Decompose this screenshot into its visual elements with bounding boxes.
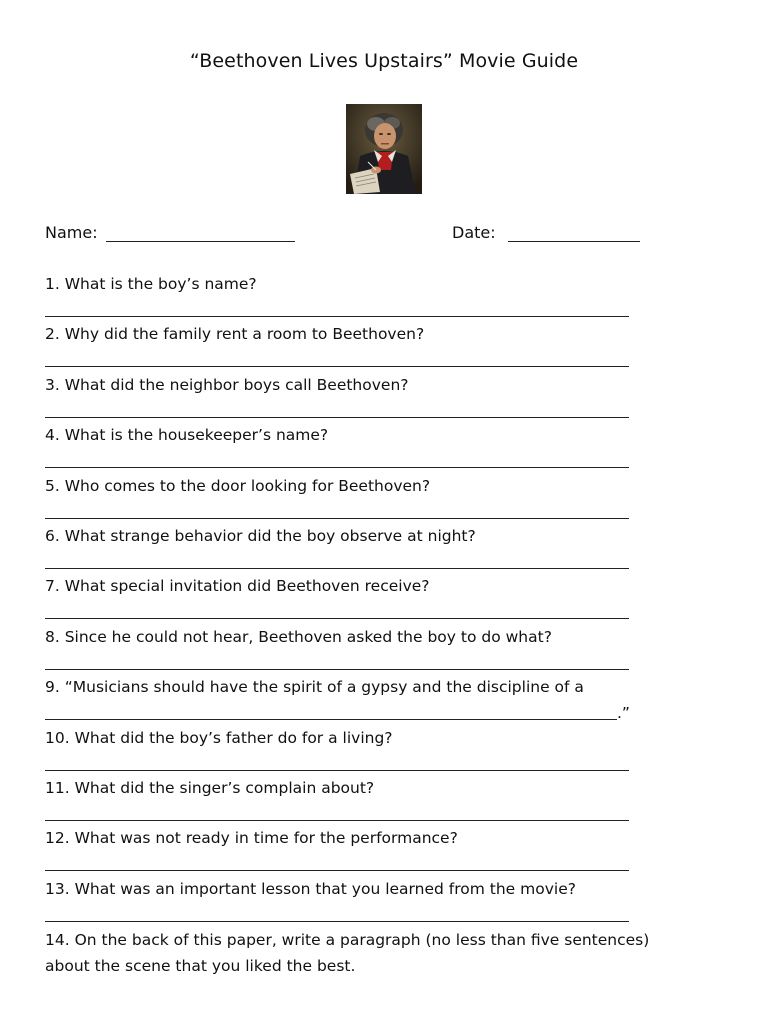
beethoven-portrait-icon: [346, 104, 422, 194]
question-5: 5. Who comes to the door looking for Beethoven?: [45, 476, 431, 495]
question-7: 7. What special invitation did Beethoven receive?: [45, 577, 430, 596]
question-1: 1. What is the boy’s name?: [45, 275, 257, 293]
answer-line-3[interactable]: [45, 417, 629, 418]
answer-line-7[interactable]: [45, 618, 629, 619]
answer-line-11[interactable]: [45, 820, 629, 821]
date-label: Date:: [452, 223, 496, 242]
question-3: 3. What did the neighbor boys call Beethoven?: [45, 375, 409, 394]
question-6: 6. What strange behavior did the boy observe at night?: [45, 527, 476, 545]
name-label: Name:: [45, 223, 98, 242]
date-field[interactable]: [508, 241, 640, 242]
question-4: 4. What is the housekeeper’s name?: [45, 426, 329, 445]
answer-line-2[interactable]: [45, 366, 629, 367]
answer-line-9[interactable]: [45, 719, 617, 720]
answer-line-12[interactable]: [45, 870, 629, 871]
question-14-line-1: 14. On the back of this paper, write a paragraph (no less than five sentences): [45, 931, 650, 949]
answer-line-1[interactable]: [45, 316, 629, 317]
answer-line-13[interactable]: [45, 921, 629, 922]
name-date-row: [45, 223, 745, 247]
answer-line-6[interactable]: [45, 568, 629, 569]
question-9: 9. “Musicians should have the spirit of a gypsy and the discipline of a: [45, 678, 584, 697]
question-8: 8. Since he could not hear, Beethoven asked the boy to do what?: [45, 627, 552, 646]
question-12: 12. What was not ready in time for the performance?: [45, 829, 458, 848]
question-11: 11. What did the singer’s complain about?: [45, 779, 375, 797]
question-9-quote-end: .”: [617, 704, 630, 723]
answer-line-10[interactable]: [45, 770, 629, 771]
question-13: 13. What was an important lesson that you learned from the movie?: [45, 879, 576, 898]
question-10: 10. What did the boy’s father do for a living?: [45, 728, 393, 747]
question-2: 2. Why did the family rent a room to Beethoven?: [45, 325, 425, 344]
page-title: “Beethoven Lives Upstairs” Movie Guide: [189, 50, 579, 72]
answer-line-4[interactable]: [45, 467, 629, 468]
name-field[interactable]: [106, 241, 295, 242]
answer-line-5[interactable]: [45, 518, 629, 519]
answer-line-8[interactable]: [45, 669, 629, 670]
question-14-line-2: about the scene that you liked the best.: [45, 957, 356, 975]
